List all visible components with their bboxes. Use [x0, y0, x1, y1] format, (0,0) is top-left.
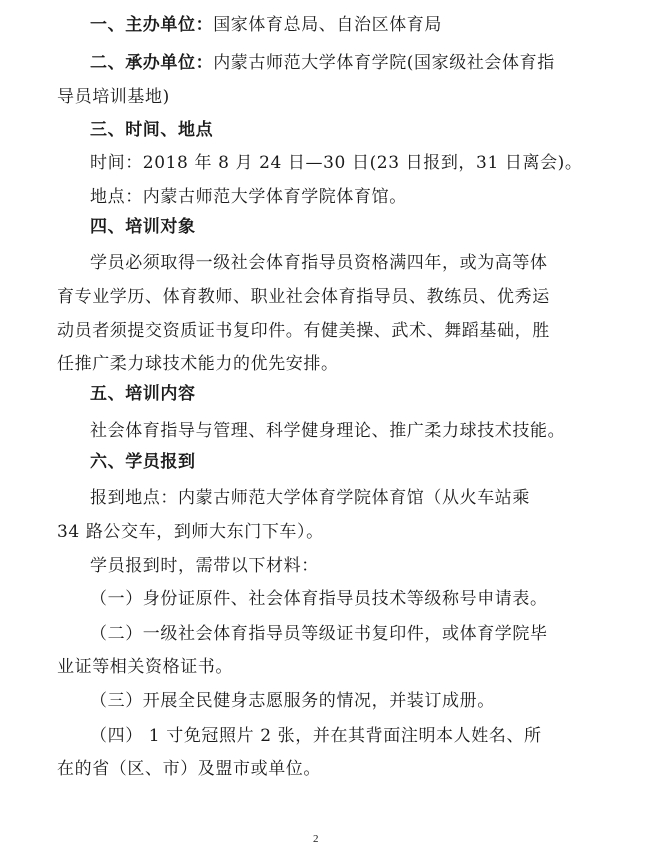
time-place-heading: 三、时间、地点	[90, 120, 214, 140]
registration-location: 报到地点：内蒙古师范大学体育学院体育馆（从火车站乘	[90, 488, 530, 508]
trainee-paragraph-line: 学员必须取得一级社会体育指导员资格满四年，或为高等体	[90, 253, 548, 273]
trainee-heading: 四、培训对象	[90, 217, 196, 237]
host-label: 二、承办单位：	[90, 53, 214, 73]
place-text: 地点：内蒙古师范大学体育学院体育馆。	[90, 187, 407, 207]
materials-item-3: （三）开展全民健身志愿服务的情况，并装订成册。	[90, 691, 495, 711]
registration-heading: 六、学员报到	[90, 452, 196, 472]
materials-item-1: （一）身份证原件、社会体育指导员技术等级称号申请表。	[90, 589, 548, 609]
host-text: 内蒙古师范大学体育学院(国家级社会体育指	[213, 53, 555, 73]
host-line	[90, 52, 555, 74]
content-heading: 五、培训内容	[90, 384, 196, 404]
content-text: 社会体育指导与管理、科学健身理论、推广柔力球技术技能。	[90, 421, 566, 441]
organizer-label: 一、主办单位：	[90, 15, 214, 35]
materials-item-2: （二）一级社会体育指导员等级证书复印件，或体育学院毕	[90, 624, 548, 644]
materials-item-4: （四） 1 寸免冠照片 2 张，并在其背面注明本人姓名、所	[90, 726, 542, 746]
materials-item-2-continued: 业证等相关资格证书。	[57, 657, 233, 677]
page-number: 2	[313, 833, 319, 845]
organizer-line	[90, 14, 442, 36]
organizer-text: 国家体育总局、自治区体育局	[213, 15, 443, 35]
trainee-paragraph-line: 动员者须提交资质证书复印件。有健美操、武术、舞蹈基础，胜	[57, 321, 550, 341]
time-text: 时间：2018 年 8 月 24 日—30 日(23 日报到，31 日离会)。	[90, 153, 583, 173]
registration-location-continued: 34 路公交车，到师大东门下车）。	[57, 522, 324, 542]
trainee-paragraph-line: 任推广柔力球技术能力的优先安排。	[57, 354, 339, 374]
materials-intro: 学员报到时，需带以下材料：	[90, 556, 319, 576]
host-text-continued: 导员培训基地)	[57, 87, 170, 107]
materials-item-4-continued: 在的省（区、市）及盟市或单位。	[57, 759, 321, 779]
trainee-paragraph-line: 育专业学历、体育教师、职业社会体育指导员、教练员、优秀运	[57, 287, 550, 307]
